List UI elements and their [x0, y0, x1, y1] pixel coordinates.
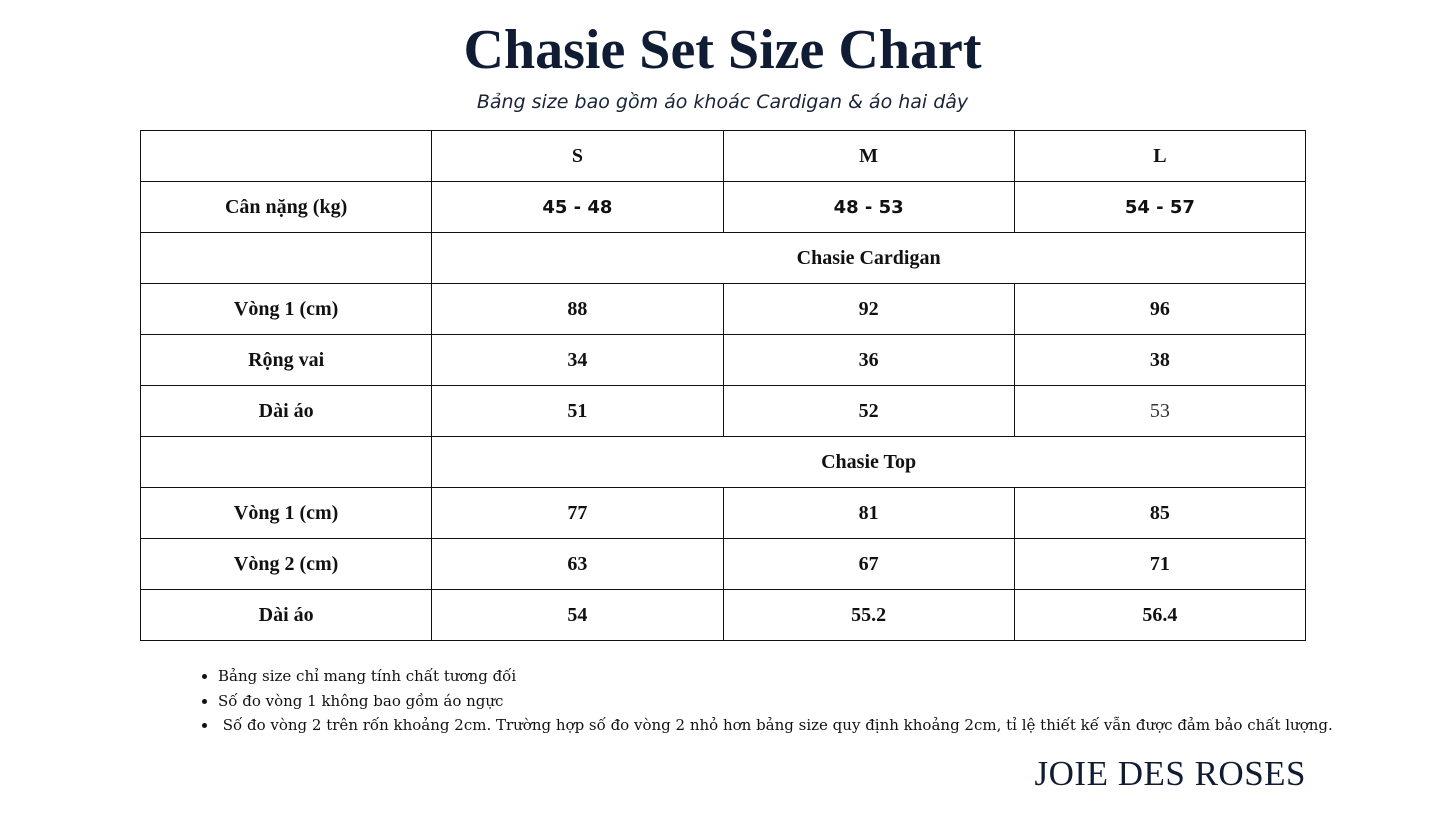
- table-cell: 71: [1014, 539, 1305, 590]
- table-row: [141, 539, 1306, 590]
- cell-weight-s: 45 - 48: [432, 182, 723, 233]
- table-row: [141, 284, 1306, 335]
- header-size-s: S: [432, 131, 723, 182]
- table-cell: 56.4: [1014, 590, 1305, 641]
- table-cell: 77: [432, 488, 723, 539]
- table-cell: 38: [1014, 335, 1305, 386]
- table-cell: 85: [1014, 488, 1305, 539]
- table-row: [141, 590, 1306, 641]
- table-cell: 67: [723, 539, 1014, 590]
- header-size-m: M: [723, 131, 1014, 182]
- row-label: Vòng 1 (cm): [141, 488, 432, 539]
- header-size-l: L: [1014, 131, 1305, 182]
- table-cell: 88: [432, 284, 723, 335]
- table-row: [141, 386, 1306, 437]
- section-title-cardigan: Chasie Cardigan: [432, 233, 1306, 284]
- table-cell: 92: [723, 284, 1014, 335]
- header-empty-cell: [141, 131, 432, 182]
- table-cell: 53: [1014, 386, 1305, 437]
- table-cell: 34: [432, 335, 723, 386]
- page-subtitle: Bảng size bao gồm áo khoác Cardigan & áo hai dây: [476, 91, 969, 113]
- row-label-weight: Cân nặng (kg): [141, 182, 432, 233]
- cell-weight-l: 54 - 57: [1014, 182, 1305, 233]
- table-cell: 55.2: [723, 590, 1014, 641]
- table-header-row: [141, 131, 1306, 182]
- note-item: • Số đo vòng 2 trên rốn khoảng 2cm. Trường hợp số đo vòng 2 nhỏ hơn bảng size quy định khoảng 2cm, tỉ lệ thiết kế vẫn được đảm bảo chất lượng.: [218, 713, 1333, 738]
- section-empty-cell: [141, 233, 432, 284]
- section-empty-cell: [141, 437, 432, 488]
- section-title-top: Chasie Top: [432, 437, 1306, 488]
- table-cell: 51: [432, 386, 723, 437]
- table-row: [141, 182, 1306, 233]
- note-item: • Bảng size chỉ mang tính chất tương đối: [218, 664, 1333, 689]
- size-table: [140, 130, 1306, 641]
- row-label: Dài áo: [141, 386, 432, 437]
- row-label: Rộng vai: [141, 335, 432, 386]
- table-cell: 81: [723, 488, 1014, 539]
- note-item: • Số đo vòng 1 không bao gồm áo ngực: [218, 689, 1333, 714]
- section-row-cardigan: [141, 233, 1306, 284]
- table-row: [141, 335, 1306, 386]
- table-cell: 52: [723, 386, 1014, 437]
- table-cell: 96: [1014, 284, 1305, 335]
- brand-logo-text: JOIE DES ROSES: [1034, 754, 1306, 793]
- table-cell: 36: [723, 335, 1014, 386]
- table-row: [141, 488, 1306, 539]
- row-label: Dài áo: [141, 590, 432, 641]
- section-row-top: [141, 437, 1306, 488]
- notes-list: [200, 664, 1333, 738]
- row-label: Vòng 1 (cm): [141, 284, 432, 335]
- page-title: Chasie Set Size Chart: [463, 19, 982, 81]
- table-cell: 54: [432, 590, 723, 641]
- table-cell: 63: [432, 539, 723, 590]
- cell-weight-m: 48 - 53: [723, 182, 1014, 233]
- row-label: Vòng 2 (cm): [141, 539, 432, 590]
